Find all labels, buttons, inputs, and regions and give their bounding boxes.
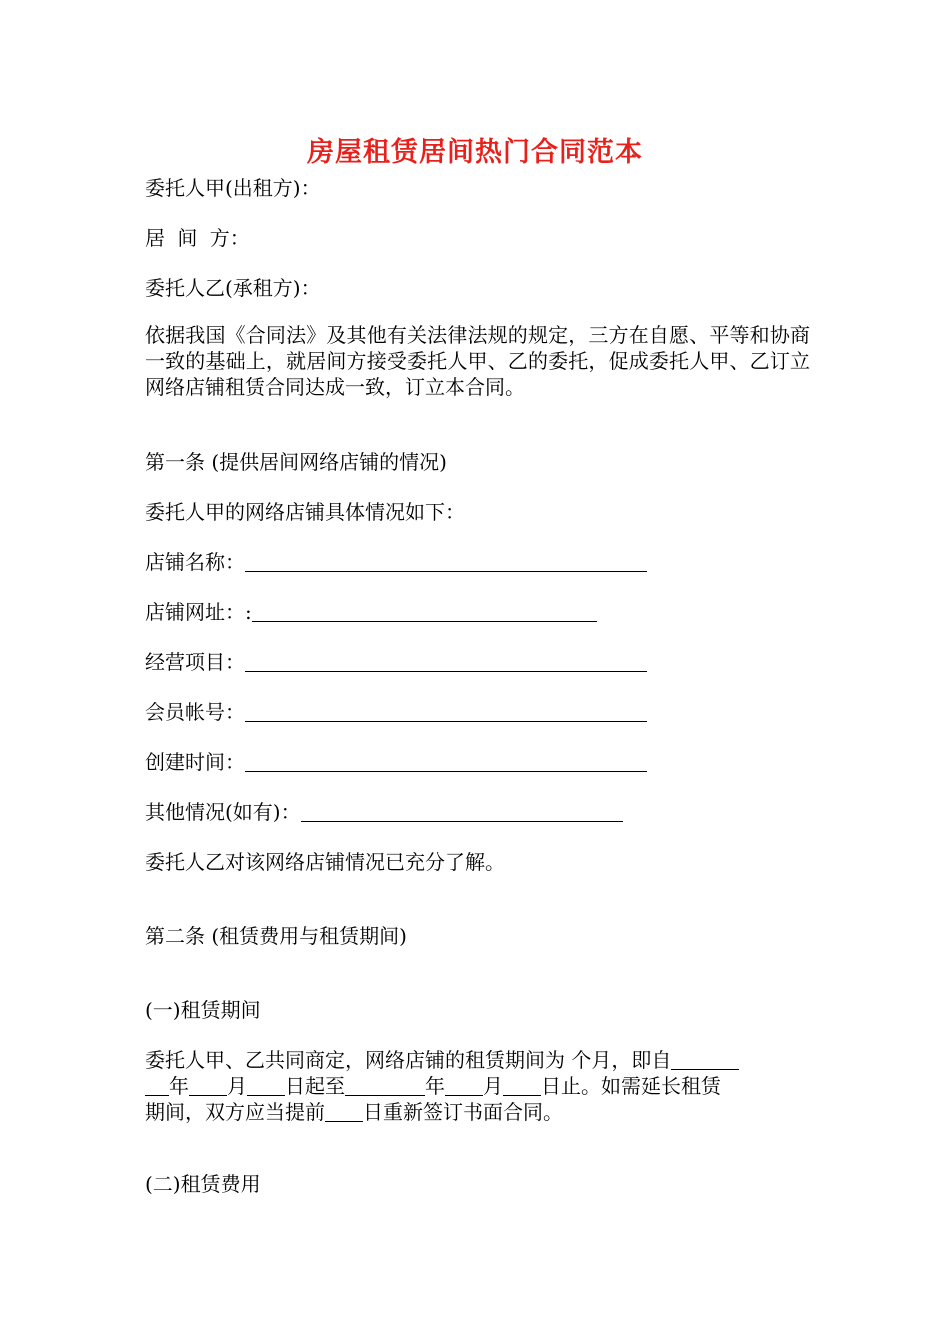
shop-name-row	[145, 548, 647, 576]
start-day-label: 日起至	[285, 1074, 345, 1098]
advance-days-blank	[325, 1121, 363, 1122]
article2-heading: 第二条 (租赁费用与租赁期间)	[145, 924, 407, 948]
end-month-blank	[445, 1095, 483, 1096]
start-year-label: 年	[169, 1074, 189, 1098]
period-line-3	[145, 1098, 563, 1126]
end-year-blank	[345, 1095, 425, 1096]
end-day-blank	[503, 1095, 541, 1096]
start-year-blank-a	[671, 1069, 739, 1070]
article1-conclusion: 委托人乙对该网络店铺情况已充分了解。	[145, 850, 505, 874]
party-a-label: 委托人甲(出租方)：	[145, 176, 321, 200]
period-line-1	[145, 1046, 739, 1074]
period-text-8: 期间，双方应当提前	[145, 1100, 325, 1124]
period-text-1: 委托人甲、乙共同商定，网络店铺的租赁期间为 个月，即自	[145, 1048, 672, 1072]
member-account-blank	[245, 721, 647, 722]
article1-intro: 委托人甲的网络店铺具体情况如下：	[145, 500, 465, 524]
shop-url-label: 店铺网址：:	[145, 600, 252, 624]
business-scope-label: 经营项目：	[145, 650, 245, 674]
start-day-blank	[247, 1095, 285, 1096]
shop-url-blank	[252, 621, 597, 622]
start-month-label: 月	[227, 1074, 247, 1098]
shop-url-row	[145, 598, 597, 626]
end-year-label: 年	[425, 1074, 445, 1098]
member-account-row	[145, 698, 647, 726]
intermediary-label: 居 间 方：	[145, 226, 250, 250]
other-info-blank	[301, 821, 623, 822]
end-day-label: 日止。如需延长租赁	[541, 1074, 721, 1098]
shop-name-label: 店铺名称：	[145, 550, 245, 574]
document-title: 房屋租赁居间热门合同范本	[307, 137, 643, 168]
period-text-9: 日重新签订书面合同。	[363, 1100, 563, 1124]
period-line-2	[145, 1072, 721, 1100]
end-month-label: 月	[483, 1074, 503, 1098]
shop-name-blank	[245, 571, 647, 572]
start-year-blank-b	[145, 1095, 169, 1096]
creation-time-row	[145, 748, 647, 776]
member-account-label: 会员帐号：	[145, 700, 245, 724]
party-b-label: 委托人乙(承租方)：	[145, 276, 321, 300]
creation-time-blank	[245, 771, 647, 772]
preamble-paragraph: 依据我国《合同法》及其他有关法律法规的规定，三方在自愿、平等和协商一致的基础上，就居间方接受委托人甲、乙的委托，促成委托人甲、乙订立网络店铺租赁合同达成一致，订立本合同。	[145, 323, 810, 399]
business-scope-row	[145, 648, 647, 676]
other-info-row	[145, 798, 623, 826]
section1-heading: (一)租赁期间	[145, 998, 261, 1022]
start-month-blank	[189, 1095, 227, 1096]
creation-time-label: 创建时间：	[145, 750, 245, 774]
other-info-label: 其他情况(如有)：	[145, 800, 301, 824]
business-scope-blank	[245, 671, 647, 672]
article1-heading: 第一条 (提供居间网络店铺的情况)	[145, 450, 447, 474]
section2-heading: (二)租赁费用	[145, 1172, 261, 1196]
